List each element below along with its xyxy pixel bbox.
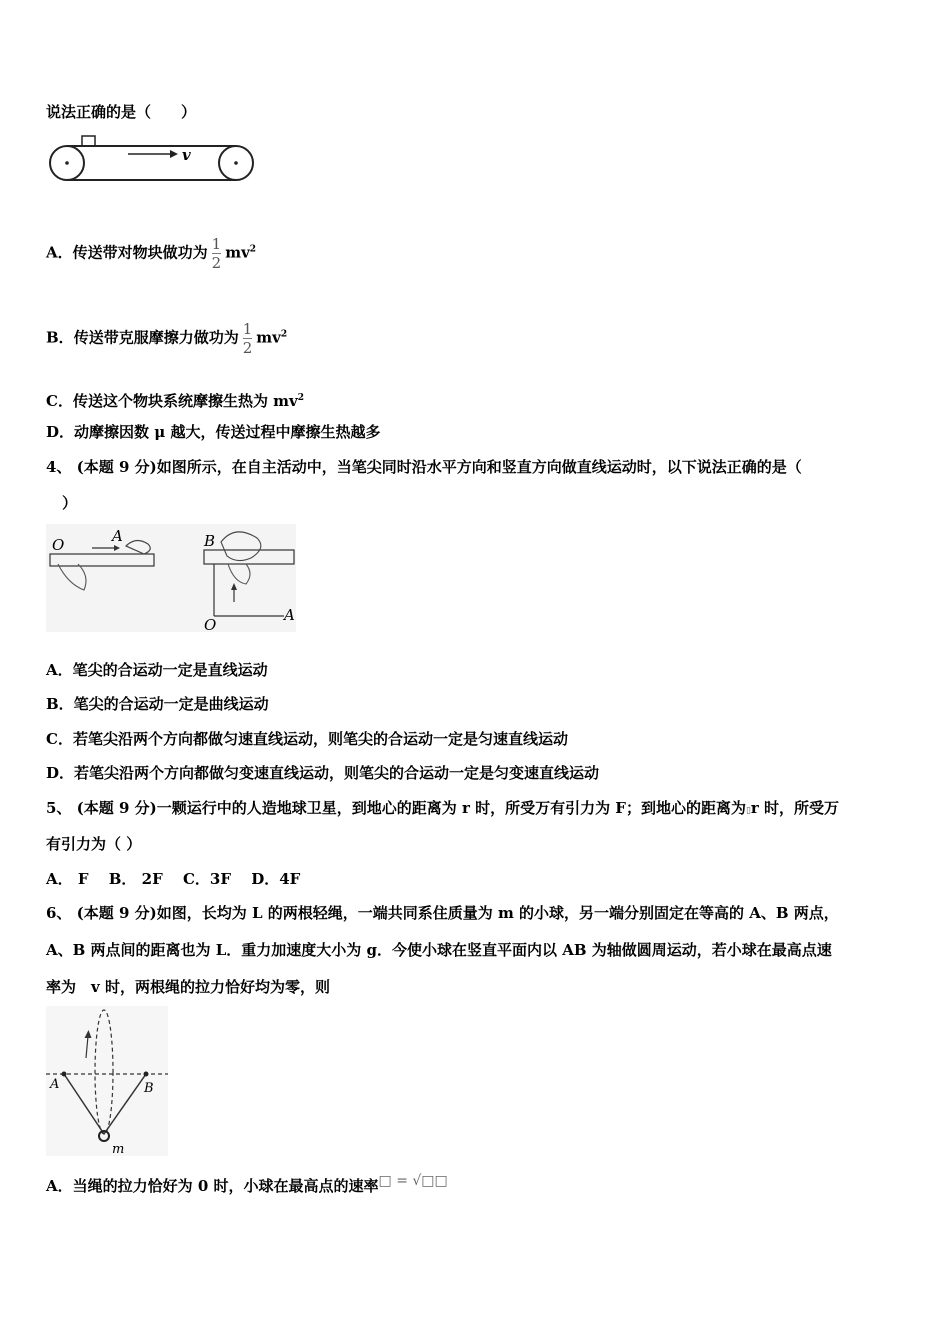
q5-stem-cont: 有引力为（ ） [46,835,142,853]
pendulum-figure [46,1006,168,1156]
svg-text:A: A [112,527,123,545]
q3-option-c: C．传送这个物块系统摩擦生热为 $mv^2$ [46,392,305,410]
svg-text:B: B [204,532,216,550]
svg-text:A: A [50,1077,60,1092]
q5-stem: 5、 (本题 9 分)一颗运行中的人造地球卫星，到地心的距离为 r 时，所受万有引力为 F；到地心的距离为▯r 时，所受万 [46,799,840,817]
q4-option-d: D．若笔尖沿两个方向都做匀变速直线运动，则笔尖的合运动一定是匀变速直线运动 [46,764,600,782]
conveyor-belt-figure [46,132,258,184]
svg-text:O: O [52,536,65,554]
q6-option-a: A．当绳的拉力恰好为 0 时，小球在最高点的速率□ = √□□ [46,1173,448,1195]
fraction-half: $\frac{1}{2}$ [211,235,222,272]
formula-image: □ = √□□ [378,1173,448,1189]
svg-text:B: B [144,1081,154,1096]
fraction-half: $\frac{1}{2}$ [242,320,253,357]
svg-text:O: O [204,616,217,632]
q4-option-c: C．若笔尖沿两个方向都做匀速直线运动，则笔尖的合运动一定是匀速直线运动 [46,730,568,748]
q6-stem-end: 率为 v 时，两根绳的拉力恰好均为零，则 [46,978,330,996]
svg-text:A: A [284,606,295,624]
q4-stem-close: ） [62,494,78,512]
q4-stem: 4、 (本题 9 分)如图所示，在自主活动中，当笔尖同时沿水平方向和竖直方向做直线运动时，以下说法正确的是（ [46,458,802,476]
q3-option-b: B．传送带克服摩擦力做功为 $\frac{1}{2}$ $mv^2$ [46,320,288,357]
q6-stem-cont: A、B 两点间的距离也为 L．重力加速度大小为 g．今使小球在竖直平面内以 AB 为轴做圆周运动，若小球在最高点速 [46,941,832,959]
q3-option-d: D．动摩擦因数 μ 越大，传送过程中摩擦生热越多 [46,423,381,441]
belt-velocity-label: v [182,146,191,164]
pen-motion-figure [46,524,296,632]
q5-options: A． F B． 2F C．3F D．4F [46,870,301,888]
intro-text: 说法正确的是（ ） [46,103,197,121]
q4-option-a: A．笔尖的合运动一定是直线运动 [46,661,268,679]
q3-option-a: A．传送带对物块做功为 $\frac{1}{2}$ $mv^2$ [46,235,257,272]
fraction-image: ▯ [745,806,751,816]
svg-text:m: m [112,1142,125,1156]
q6-stem: 6、 (本题 9 分)如图，长均为 L 的两根轻绳，一端共同系住质量为 m 的小球，另一端分别固定在等高的 A、B 两点， [46,904,839,922]
q4-option-b: B．笔尖的合运动一定是曲线运动 [46,695,269,713]
